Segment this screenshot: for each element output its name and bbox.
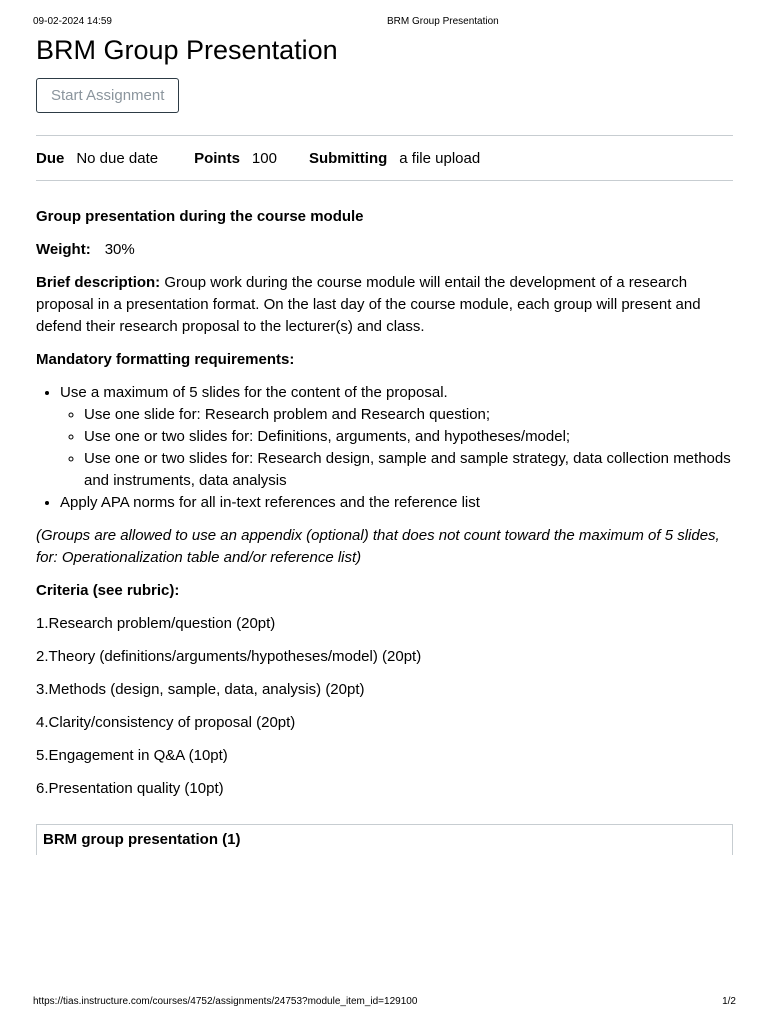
criterion-item: 4.Clarity/consistency of proposal (20pt) — [36, 714, 296, 731]
list-item — [60, 382, 733, 492]
print-datetime: 09-02-2024 14:59 — [33, 16, 112, 27]
print-header — [33, 16, 735, 30]
formatting-sublist — [60, 404, 733, 492]
appendix-note: (Groups are allowed to use an appendix (optional) that does not count toward the maximum of 5 slides, for: Operationalization table and/or reference list) — [36, 527, 720, 566]
sub-list-item: ◦ Use one slide for: Research problem and Research question; — [84, 404, 733, 426]
brief-description — [36, 272, 733, 338]
page-url: https://tias.instructure.com/courses/4752/assignments/24753?module_item_id=129100 — [33, 996, 418, 1007]
assignment-description — [36, 206, 733, 800]
brief-label: Brief description: — [36, 274, 161, 291]
submitting-value: a file upload — [399, 149, 481, 167]
criterion-item: 2.Theory (definitions/arguments/hypotheses/model) (20pt) — [36, 648, 422, 665]
points-value: 100 — [251, 149, 277, 167]
list-item: • Apply APA norms for all in-text references and the reference list — [60, 492, 733, 514]
rubric-header: BRM group presentation (1) — [36, 824, 733, 855]
criterion-item: 1.Research problem/question (20pt) — [36, 615, 276, 632]
criterion-item: 5.Engagement in Q&A (10pt) — [36, 747, 228, 764]
page-title: BRM Group Presentation — [36, 35, 338, 65]
print-header-title: BRM Group Presentation — [387, 16, 499, 27]
criteria-list — [36, 613, 733, 800]
criteria-heading: Criteria (see rubric): — [36, 582, 180, 599]
bullet-1-text: Use a maximum of 5 slides for the content of the proposal. — [60, 384, 448, 401]
due-detail — [36, 150, 158, 167]
criterion-item: 6.Presentation quality (10pt) — [36, 780, 224, 797]
sub-list-item: ◦ Use one or two slides for: Definitions, arguments, and hypotheses/model; — [84, 426, 733, 448]
formatting-heading: Mandatory formatting requirements: — [36, 351, 295, 368]
description-heading: Group presentation during the course module — [36, 208, 364, 225]
due-value: No due date — [76, 149, 159, 167]
points-detail — [194, 150, 277, 167]
formatting-list — [36, 382, 733, 514]
start-assignment-button[interactable]: Start Assignment — [36, 78, 179, 113]
due-label: Due — [36, 149, 65, 167]
page-number: 1/2 — [722, 996, 736, 1007]
criterion-item: 3.Methods (design, sample, data, analysis) (20pt) — [36, 681, 365, 698]
weight-label: Weight: — [36, 241, 91, 258]
brief-text: Group work during the course module will entail the development of a research proposal in a presentation format. On the last day of the course module, each group will present and defend their research proposal to the lecturer(s) and class. — [36, 274, 701, 335]
sub-list-item: ◦ Use one or two slides for: Research design, sample and sample strategy, data collection methods and instruments, data analysis — [84, 448, 733, 492]
weight-value: 30% — [104, 241, 135, 258]
submitting-label: Submitting — [308, 149, 388, 167]
print-footer — [33, 996, 736, 1010]
points-label: Points — [194, 149, 240, 167]
assignment-details — [36, 135, 733, 181]
weight-line — [36, 239, 733, 261]
assignment-content — [36, 34, 733, 855]
submitting-detail — [309, 150, 480, 167]
